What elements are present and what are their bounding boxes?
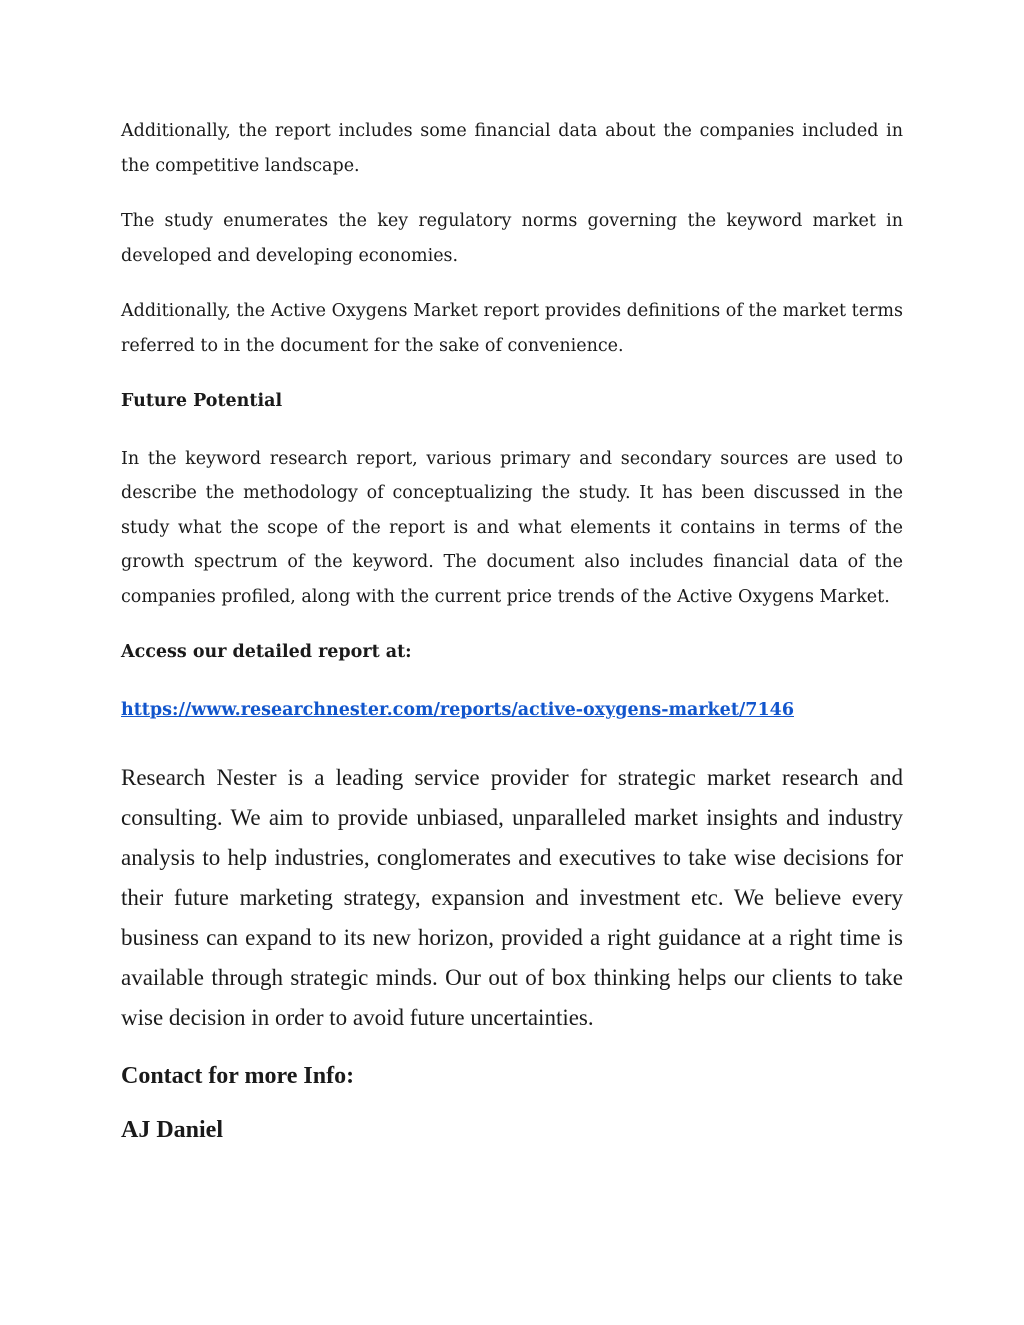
access-report-heading: Access our detailed report at: (121, 642, 412, 662)
contact-name: AJ Daniel (121, 1117, 223, 1143)
paragraph-regulatory-norms: The study enumerates the key regulatory norms governing the keyword market in developed and developing economies. (121, 211, 903, 266)
paragraph-definitions: Additionally, the Active Oxygens Market report provides definitions of the market terms referred to in the document for the sake of convenience. (121, 301, 903, 356)
report-link[interactable]: https://www.researchnester.com/reports/active-oxygens-market/7146 (121, 699, 794, 720)
future-potential-heading: Future Potential (121, 391, 283, 411)
paragraph-financial-data: Additionally, the report includes some financial data about the companies included in the competitive landscape. (121, 121, 903, 176)
document-page (121, 114, 903, 1164)
future-potential-paragraph: In the keyword research report, various primary and secondary sources are used to describe the methodology of conceptualizing the study. It has been discussed in the study what the scope of the report is and what elements it contains in terms of the growth spectrum of the keyword. The document also includes financial data of the companies profiled, along with the current price trends of the Active Oxygens Market. (121, 448, 903, 607)
report-link-container (121, 693, 903, 749)
contact-heading: Contact for more Info: (121, 1063, 355, 1089)
about-research-nester-paragraph: Research Nester is a leading service provider for strategic market research and consulting. We aim to provide unbiased, unparalleled market insights and industry analysis to help industries, conglomerates and executives to take wise decisions for their future marketing strategy, expansion and investment etc. We believe every business can expand to its new horizon, provided a right guidance at a right time is available through strategic minds. Our out of box thinking helps our clients to take wise decision in order to avoid future uncertainties. (121, 765, 903, 1030)
